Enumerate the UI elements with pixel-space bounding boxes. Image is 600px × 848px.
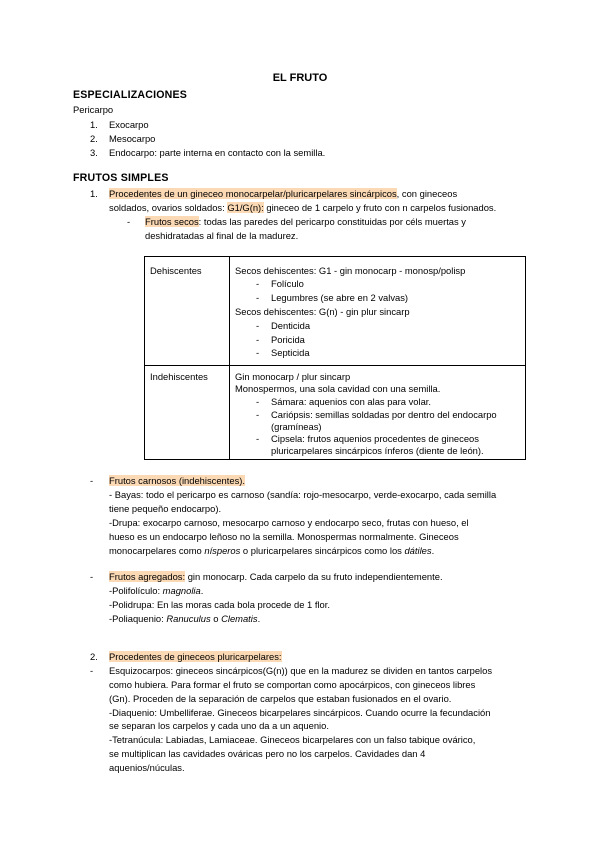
paragraph-line: -Tetranúcula: Labiadas, Lamiaceae. Gineceos bicarpelares con un falso tabique ovárico, bbox=[109, 734, 476, 745]
bullet-dash: - bbox=[90, 571, 94, 582]
table-cell-line: Septicida bbox=[271, 347, 310, 358]
frutos-secos-line2: deshidratadas al final de la madurez. bbox=[145, 230, 299, 241]
paragraph-line: aquenios/núculas. bbox=[109, 762, 185, 773]
highlight: Procedentes de gineceos pluricarpelares: bbox=[109, 651, 282, 662]
table-cell-line: Legumbres (se abre en 2 valvas) bbox=[271, 292, 409, 303]
frutos-secos-line1: Frutos secos: todas las paredes del pericarpo constituidas por céls muertas y bbox=[145, 216, 466, 227]
list-item: Exocarpo bbox=[109, 119, 149, 130]
table-bullet: - bbox=[256, 396, 260, 407]
frutos-agregados-line: Frutos agregados: gin monocarp. Cada carpelo da su fruto independientemente. bbox=[109, 571, 443, 582]
paragraph-line: se separan los carpelos y cada uno da a un aquenio. bbox=[109, 720, 329, 731]
page-title: EL FRUTO bbox=[272, 72, 328, 84]
paragraph-line: - Bayas: todo el pericarpo es carnoso (sandía: rojo-mesocarpo, verde-exocarpo, cada semilla bbox=[109, 489, 497, 500]
list-num: 3. bbox=[90, 147, 98, 158]
bullet-dash: - bbox=[127, 216, 131, 227]
frutos-simples-heading: FRUTOS SIMPLES bbox=[73, 172, 169, 184]
table-bullet: - bbox=[256, 347, 260, 358]
table-cell-line: Poricida bbox=[271, 334, 305, 345]
paragraph-line: -Polidrupa: En las moras cada bola procede de 1 flor. bbox=[109, 599, 330, 610]
paragraph-line: como hubiera. Para formar el fruto se comportan como apocárpicos, con gineceos libres bbox=[109, 679, 476, 690]
table-cell-line: Folículo bbox=[271, 278, 304, 289]
highlight: Frutos secos bbox=[145, 216, 199, 227]
list-item: Mesocarpo bbox=[109, 133, 156, 144]
table-bullet: - bbox=[256, 278, 260, 289]
table-cell-line: Sámara: aquenios con alas para volar. bbox=[271, 396, 431, 407]
bullet-dash: - bbox=[90, 665, 94, 676]
bullet-dash: - bbox=[90, 475, 94, 486]
table-bullet: - bbox=[256, 409, 260, 420]
paragraph-line: hueso es un endocarpo leñoso no la semilla. Monospermas normalmente. Gineceos bbox=[109, 531, 459, 542]
paragraph-line: se multiplican las cavidades ováricas pero no los carpelos. Cavidades dan 4 bbox=[109, 748, 426, 759]
paragraph-line: monocarpelares como nísperos o pluricarpelares sincárpicos como los dátiles. bbox=[109, 545, 435, 556]
table-bullet: - bbox=[256, 433, 260, 444]
table-cell-line: Secos dehiscentes: G1 - gin monocarp - monosp/polisp bbox=[235, 265, 466, 276]
frutos-carnosos-heading bbox=[109, 475, 245, 487]
table-cell-line: Secos dehiscentes: G(n) - gin plur sincarp bbox=[235, 306, 410, 317]
table-cell-line: Monospermos, una sola cavidad con una semilla. bbox=[235, 383, 441, 394]
table-cell-label: Indehiscentes bbox=[150, 371, 208, 382]
list-num: 2. bbox=[90, 133, 98, 144]
highlight: Frutos carnosos (indehiscentes). bbox=[109, 475, 245, 486]
item1-line2: soldados, ovarios soldados: G1/G(n): gineceo de 1 carpelo y fruto con n carpelos fusionados. bbox=[109, 202, 497, 213]
pericarpo-subheading: Pericarpo bbox=[73, 104, 114, 115]
especializaciones-heading: ESPECIALIZACIONES bbox=[73, 89, 188, 101]
table-bullet: - bbox=[256, 292, 260, 303]
item2-heading bbox=[109, 651, 282, 663]
highlight: Frutos agregados: bbox=[109, 571, 186, 582]
list-item: Endocarpo: parte interna en contacto con la semilla. bbox=[109, 147, 326, 158]
item1-num: 1. bbox=[90, 188, 98, 199]
paragraph-line: -Diaquenio: Umbelliferae. Gineceos bicarpelares sincárpicos. Cuando ocurre la fecundación bbox=[109, 707, 491, 718]
item2-num: 2. bbox=[90, 651, 98, 662]
table-cell-label: Dehiscentes bbox=[150, 265, 202, 276]
list-num: 1. bbox=[90, 119, 98, 130]
highlight: G1/G(n): bbox=[227, 202, 264, 213]
paragraph-line: tiene pequeño endocarpo). bbox=[109, 503, 222, 514]
item1-line1: Procedentes de un gineceo monocarpelar/pluricarpelares sincárpicos, con gineceos bbox=[109, 188, 458, 199]
paragraph-line: -Poliaquenio: Ranuculus o Clematis. bbox=[109, 613, 261, 624]
paragraph-line: Esquizocarpos: gineceos sincárpicos(G(n)) que en la madurez se dividen en tantos carpelos bbox=[109, 665, 493, 676]
paragraph-line: -Polifolículo: magnolia. bbox=[109, 585, 204, 596]
highlight: Procedentes de un gineceo monocarpelar/pluricarpelares sincárpicos bbox=[109, 188, 397, 199]
table-cell-line: Denticida bbox=[271, 320, 311, 331]
paragraph-line: (Gn). Proceden de la separación de carpelos que estaban fusionados en el ovario. bbox=[109, 693, 452, 704]
table-cell-line: Cipsela: frutos aquenios procedentes de gineceos bbox=[271, 433, 479, 444]
paragraph-line: -Drupa: exocarpo carnoso, mesocarpo carnoso y endocarpo seco, frutas con hueso, el bbox=[109, 517, 469, 528]
table-cell-line: Cariópsis: semillas soldadas por dentro del endocarpo bbox=[271, 409, 497, 420]
table-bullet: - bbox=[256, 320, 260, 331]
table-cell-line: (gramíneas) bbox=[271, 421, 322, 432]
table-cell-line: Gin monocarp / plur sincarp bbox=[235, 371, 351, 382]
table-cell-line: pluricarpelares sincárpicos ínferos (diente de león). bbox=[271, 445, 484, 456]
table-bullet: - bbox=[256, 334, 260, 345]
